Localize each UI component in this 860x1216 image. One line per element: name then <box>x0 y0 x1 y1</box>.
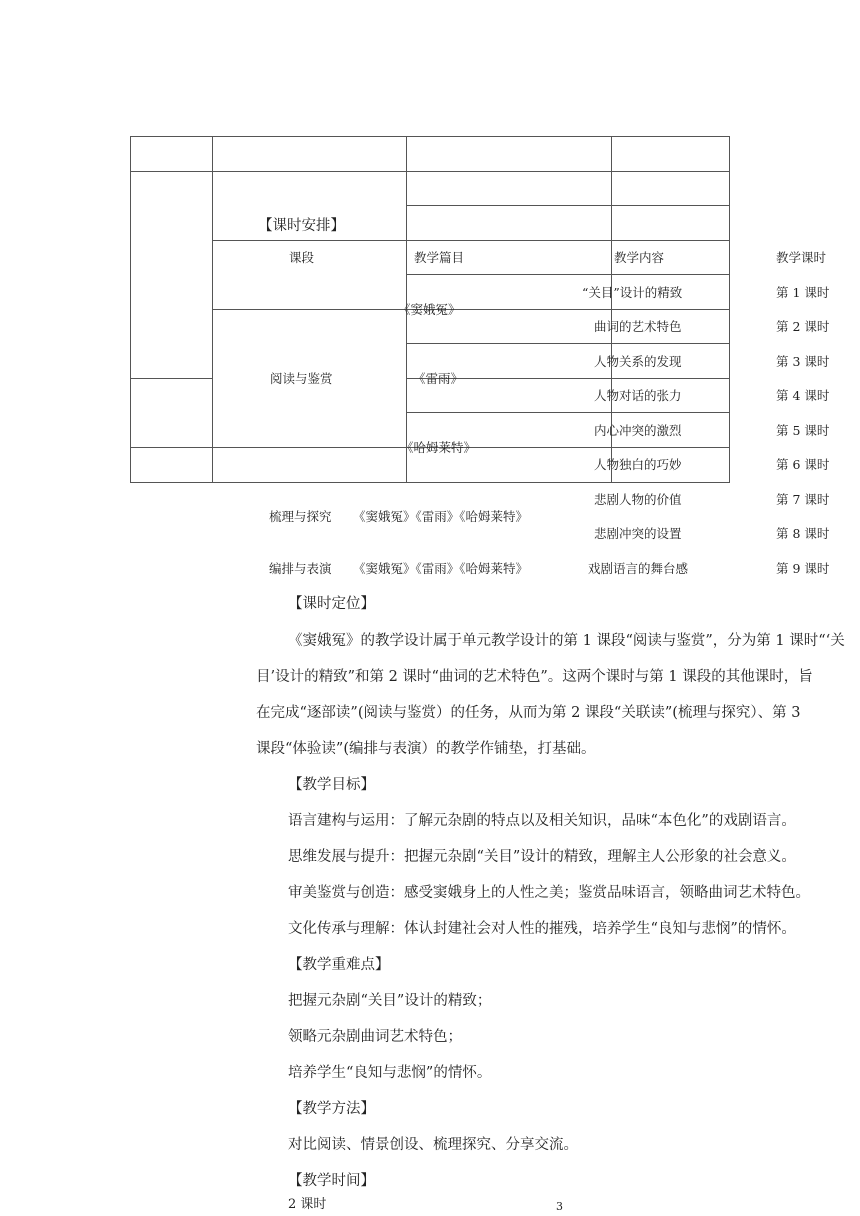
row-content: 悲剧人物的价值 <box>594 492 682 507</box>
segment-sorting: 梳理与探究 <box>269 509 332 524</box>
keypoint-line: 培养学生“良知与悲悯”的情怀。 <box>288 1065 492 1081</box>
segment-acting: 编排与表演 <box>269 561 332 576</box>
goal-line: 思维发展与提升：把握元杂剧“关目”设计的精致，理解主人公形象的社会意义。 <box>288 849 796 865</box>
grid-line <box>406 205 730 206</box>
positioning-line: 目’设计的精致”和第 2 课时“曲词的艺术特色”。这两个课时与第 1 课段的其他课时，旨 <box>256 669 813 685</box>
title-douewan: 《窦娥冤》 <box>398 302 461 317</box>
row-period: 第 7 课时 <box>776 492 830 507</box>
title-all-acting: 《窦娥冤》《雷雨》《哈姆莱特》 <box>353 561 529 576</box>
row-period: 第 6 课时 <box>776 457 830 472</box>
grid-line <box>729 136 730 483</box>
goals-heading: 【教学目标】 <box>288 777 375 793</box>
positioning-heading: 【课时定位】 <box>288 596 375 612</box>
row-period: 第 3 课时 <box>776 354 830 369</box>
grid-line <box>130 136 730 137</box>
grid-line <box>212 136 213 483</box>
grid-line <box>130 378 212 379</box>
grid-line <box>130 136 131 483</box>
methods-heading: 【教学方法】 <box>288 1101 375 1117</box>
row-period: 第 9 课时 <box>776 561 830 576</box>
header-content: 教学内容 <box>614 250 665 265</box>
header-segment: 课段 <box>289 250 315 265</box>
title-leiyu: 《雷雨》 <box>413 371 464 386</box>
grid-line <box>406 274 730 275</box>
keypoints-heading: 【教学重难点】 <box>288 957 390 973</box>
row-content: 曲词的艺术特色 <box>594 319 682 334</box>
title-all-sorting: 《窦娥冤》《雷雨》《哈姆莱特》 <box>353 509 529 524</box>
row-content: 内心冲突的激烈 <box>594 423 682 438</box>
schedule-heading: 【课时安排】 <box>258 218 345 234</box>
row-content: 悲剧冲突的设置 <box>594 526 682 541</box>
keypoint-line: 把握元杂剧“关目”设计的精致； <box>288 993 492 1009</box>
row-content: “关目”设计的精致 <box>582 285 683 300</box>
grid-line <box>130 482 730 483</box>
grid-line <box>212 240 730 241</box>
grid-line <box>130 171 730 172</box>
time-heading: 【教学时间】 <box>288 1173 375 1189</box>
row-period: 第 5 课时 <box>776 423 830 438</box>
goal-line: 审美鉴赏与创造：感受窦娥身上的人性之美；鉴赏品味语言，领略曲词艺术特色。 <box>288 885 810 901</box>
title-hamlet: 《哈姆莱特》 <box>401 440 477 455</box>
row-period: 第 2 课时 <box>776 319 830 334</box>
row-period: 第 4 课时 <box>776 388 830 403</box>
positioning-line: 《窦娥冤》的教学设计属于单元教学设计的第 1 课段“阅读与鉴赏”，分为第 1 课时“‘关 <box>288 633 845 649</box>
row-content: 人物关系的发现 <box>594 354 682 369</box>
grid-line <box>406 412 730 413</box>
header-title: 教学篇目 <box>414 250 465 265</box>
row-content: 人物对话的张力 <box>594 388 682 403</box>
time-text: 2 课时 <box>288 1197 327 1212</box>
positioning-line: 在完成“逐部读”(阅读与鉴赏）的任务，从而为第 2 课段“关联读”(梳理与探究）、第 3 <box>256 705 801 721</box>
grid-line <box>212 309 730 310</box>
header-period: 教学课时 <box>776 250 827 265</box>
segment-reading: 阅读与鉴赏 <box>270 371 333 386</box>
methods-text: 对比阅读、情景创设、梳理探究、分享交流。 <box>288 1137 578 1153</box>
goal-line: 文化传承与理解：体认封建社会对人性的摧残，培养学生“良知与悲悯”的情怀。 <box>288 921 796 937</box>
row-period: 第 8 课时 <box>776 526 830 541</box>
positioning-line: 课段“体验读”(编排与表演）的教学作铺垫，打基础。 <box>256 741 596 757</box>
row-content: 戏剧语言的舞台感 <box>588 561 689 576</box>
keypoint-line: 领略元杂剧曲词艺术特色； <box>288 1029 462 1045</box>
row-period: 第 1 课时 <box>776 285 830 300</box>
grid-line <box>406 343 730 344</box>
page-number: 3 <box>556 1200 563 1213</box>
goal-line: 语言建构与运用：了解元杂剧的特点以及相关知识，品味“本色化”的戏剧语言。 <box>288 813 796 829</box>
row-content: 人物独白的巧妙 <box>594 457 682 472</box>
